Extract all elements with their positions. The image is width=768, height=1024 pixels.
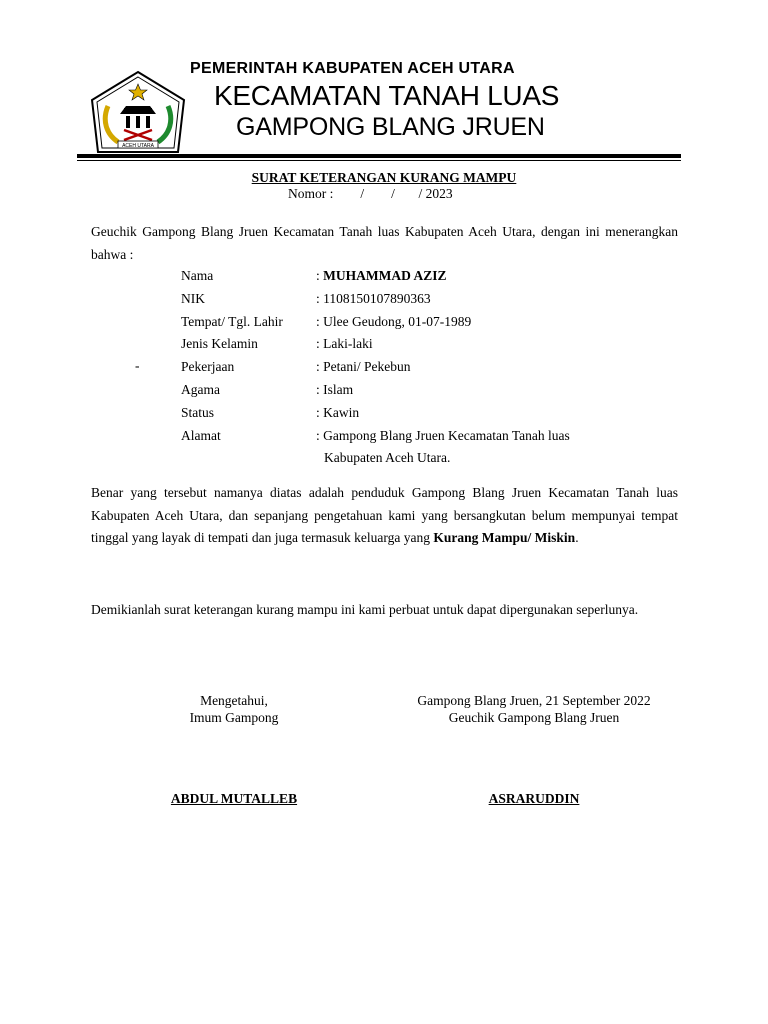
government-header: PEMERINTAH KABUPATEN ACEH UTARA bbox=[190, 60, 515, 77]
intro-paragraph: Geuchik Gampong Blang Jruen Kecamatan Tanah luas Kabupaten Aceh Utara, dengan ini menerangkan bahwa : bbox=[91, 224, 678, 262]
field-label: Agama bbox=[181, 382, 220, 397]
subdistrict-header: KECAMATAN TANAH LUAS bbox=[214, 80, 560, 111]
field-value: : Laki-laki bbox=[316, 336, 373, 352]
field-value: : Ulee Geudong, 01-07-1989 bbox=[316, 313, 472, 329]
sign-right-line2: Geuchik Gampong Blang Jruen bbox=[448, 710, 620, 725]
statement-end: . bbox=[575, 530, 579, 546]
signature-left bbox=[134, 692, 334, 726]
letterhead-divider bbox=[77, 154, 681, 158]
field-label: Pekerjaan bbox=[181, 359, 235, 375]
statement-paragraph bbox=[91, 482, 678, 550]
field-label: NIK bbox=[181, 290, 205, 306]
address-continuation: Kabupaten Aceh Utara. bbox=[324, 450, 451, 465]
signature-right bbox=[394, 692, 674, 726]
aceh-utara-emblem-icon bbox=[88, 70, 188, 158]
document-number: Nomor : / / / 2023 bbox=[288, 186, 453, 201]
emblem-ribbon-text: ACEH UTARA bbox=[122, 143, 154, 149]
field-label: Jenis Kelamin bbox=[181, 336, 258, 352]
field-label: Status bbox=[181, 404, 215, 420]
sign-right-line1: Gampong Blang Jruen, 21 September 2022 bbox=[417, 693, 651, 708]
statement-bold: Kurang Mampu/ Miskin bbox=[433, 530, 576, 546]
signatory-left-name: ABDUL MUTALLEB bbox=[170, 791, 298, 806]
field-value: : 1108150107890363 bbox=[316, 290, 431, 306]
sign-left-line2: Imum Gampong bbox=[189, 710, 279, 725]
field-label: Nama bbox=[181, 268, 214, 283]
signatory-right-name: ASRARUDDIN bbox=[488, 791, 580, 806]
field-label: Alamat bbox=[181, 427, 221, 443]
field-value: : Kawin bbox=[316, 404, 360, 420]
field-value: : Petani/ Pekebun bbox=[316, 359, 411, 375]
document-title: SURAT KETERANGAN KURANG MAMPU bbox=[251, 170, 517, 185]
letterhead-divider-thin bbox=[77, 160, 681, 161]
field-label: Tempat/ Tgl. Lahir bbox=[181, 313, 283, 329]
field-value: : Islam bbox=[316, 382, 354, 397]
field-value: : MUHAMMAD AZIZ bbox=[316, 268, 447, 283]
list-dash: - bbox=[135, 358, 140, 373]
statement-text: Benar yang tersebut namanya diatas adalah penduduk Gampong Blang Jruen Kecamatan Tanah luas Kabupaten Aceh Utara, dan sepanjang pengetahuan kami yang bersangkutan belum mempunyai tempat tinggal yang layak di tempati dan juga termasuk keluarga yang bbox=[91, 485, 678, 546]
sign-left-line1: Mengetahui, bbox=[200, 693, 268, 708]
field-value: : Gampong Blang Jruen Kecamatan Tanah luas bbox=[316, 427, 570, 443]
closing-paragraph: Demikianlah surat keterangan kurang mampu ini kami perbuat untuk dapat dipergunakan seperlunya. bbox=[91, 602, 639, 617]
village-header: GAMPONG BLANG JRUEN bbox=[236, 113, 545, 141]
